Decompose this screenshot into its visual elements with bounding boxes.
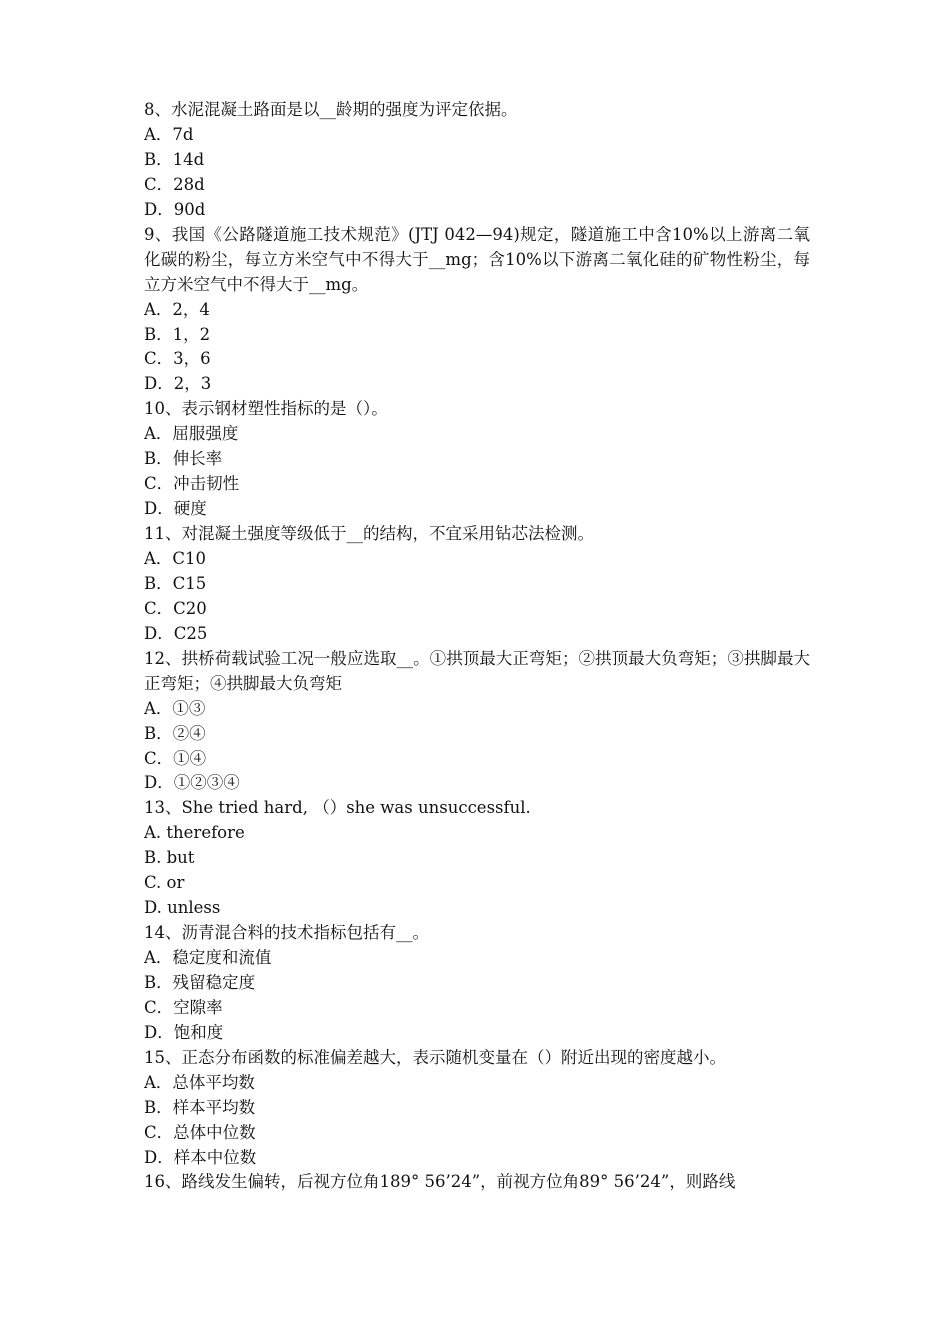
option-d: D．饱和度 bbox=[144, 1022, 224, 1042]
option-d: D．2，3 bbox=[144, 374, 212, 394]
question-stem: 8、水泥混凝土路面是以__龄期的强度为评定依据。 bbox=[144, 100, 518, 119]
option-c: C．①④ bbox=[144, 748, 207, 768]
option-c: C．3，6 bbox=[144, 349, 211, 369]
option-b: B．C15 bbox=[144, 573, 207, 593]
option-d: D. unless bbox=[144, 898, 221, 918]
option-b: B．样本平均数 bbox=[144, 1097, 256, 1117]
question-15 bbox=[144, 1046, 810, 1171]
option-b: B．1，2 bbox=[144, 324, 211, 344]
option-a: A．总体平均数 bbox=[144, 1072, 255, 1092]
question-10 bbox=[144, 397, 810, 522]
question-stem: 10、表示钢材塑性指标的是（）。 bbox=[144, 399, 388, 419]
document-page bbox=[144, 98, 810, 1195]
option-a: A．C10 bbox=[144, 548, 207, 568]
question-stem: 9、我国《公路隧道施工技术规范》(JTJ 042—94)规定，隧道施工中含10%以上游离二氧化碳的粉尘，每立方米空气中不得大于__mg；含10%以下游离二氧化硅的矿物性粉尘，每立方米空气中不得大于__mg。 bbox=[144, 224, 810, 294]
option-c: C．空隙率 bbox=[144, 997, 223, 1017]
question-stem: 14、沥青混合料的技术指标包括有__。 bbox=[144, 923, 429, 943]
option-a: A．屈服强度 bbox=[144, 424, 239, 444]
option-c: C．28d bbox=[144, 174, 205, 194]
option-d: D．①②③④ bbox=[144, 773, 240, 793]
option-c: C．C20 bbox=[144, 598, 207, 618]
option-a: A．稳定度和流值 bbox=[144, 948, 272, 968]
question-9 bbox=[144, 223, 810, 398]
question-stem: 16、路线发生偏转，后视方位角189° 56’24”，前视方位角89° 56’24”，则路线 bbox=[144, 1172, 736, 1192]
option-b: B. but bbox=[144, 848, 195, 868]
question-stem: 11、对混凝土强度等级低于__的结构，不宜采用钻芯法检测。 bbox=[144, 524, 594, 544]
option-a: A. therefore bbox=[144, 823, 245, 843]
question-12 bbox=[144, 647, 810, 797]
question-stem: 15、正态分布函数的标准偏差越大，表示随机变量在（）附近出现的密度越小。 bbox=[144, 1047, 726, 1067]
question-11 bbox=[144, 522, 810, 647]
option-a: A．①③ bbox=[144, 698, 206, 718]
question-13 bbox=[144, 796, 810, 921]
option-d: D．90d bbox=[144, 199, 206, 219]
option-d: D．硬度 bbox=[144, 499, 207, 519]
question-stem: 12、拱桥荷载试验工况一般应选取__。①拱顶最大正弯矩；②拱顶最大负弯矩；③拱脚最大正弯矩；④拱脚最大负弯矩 bbox=[144, 648, 810, 693]
question-8 bbox=[144, 98, 810, 223]
question-stem: 13、She tried hard, （）she was unsuccessful. bbox=[144, 798, 531, 818]
option-d: D．C25 bbox=[144, 623, 208, 643]
option-c: C. or bbox=[144, 873, 185, 893]
question-14 bbox=[144, 921, 810, 1046]
option-a: A．7d bbox=[144, 124, 194, 144]
option-c: C．总体中位数 bbox=[144, 1122, 256, 1142]
question-16 bbox=[144, 1170, 810, 1195]
option-d: D．样本中位数 bbox=[144, 1147, 257, 1167]
option-b: B．14d bbox=[144, 149, 205, 169]
option-b: B．②④ bbox=[144, 723, 206, 743]
option-a: A．2，4 bbox=[144, 299, 210, 319]
option-b: B．伸长率 bbox=[144, 449, 223, 469]
option-b: B．残留稳定度 bbox=[144, 972, 256, 992]
option-c: C．冲击韧性 bbox=[144, 474, 240, 494]
